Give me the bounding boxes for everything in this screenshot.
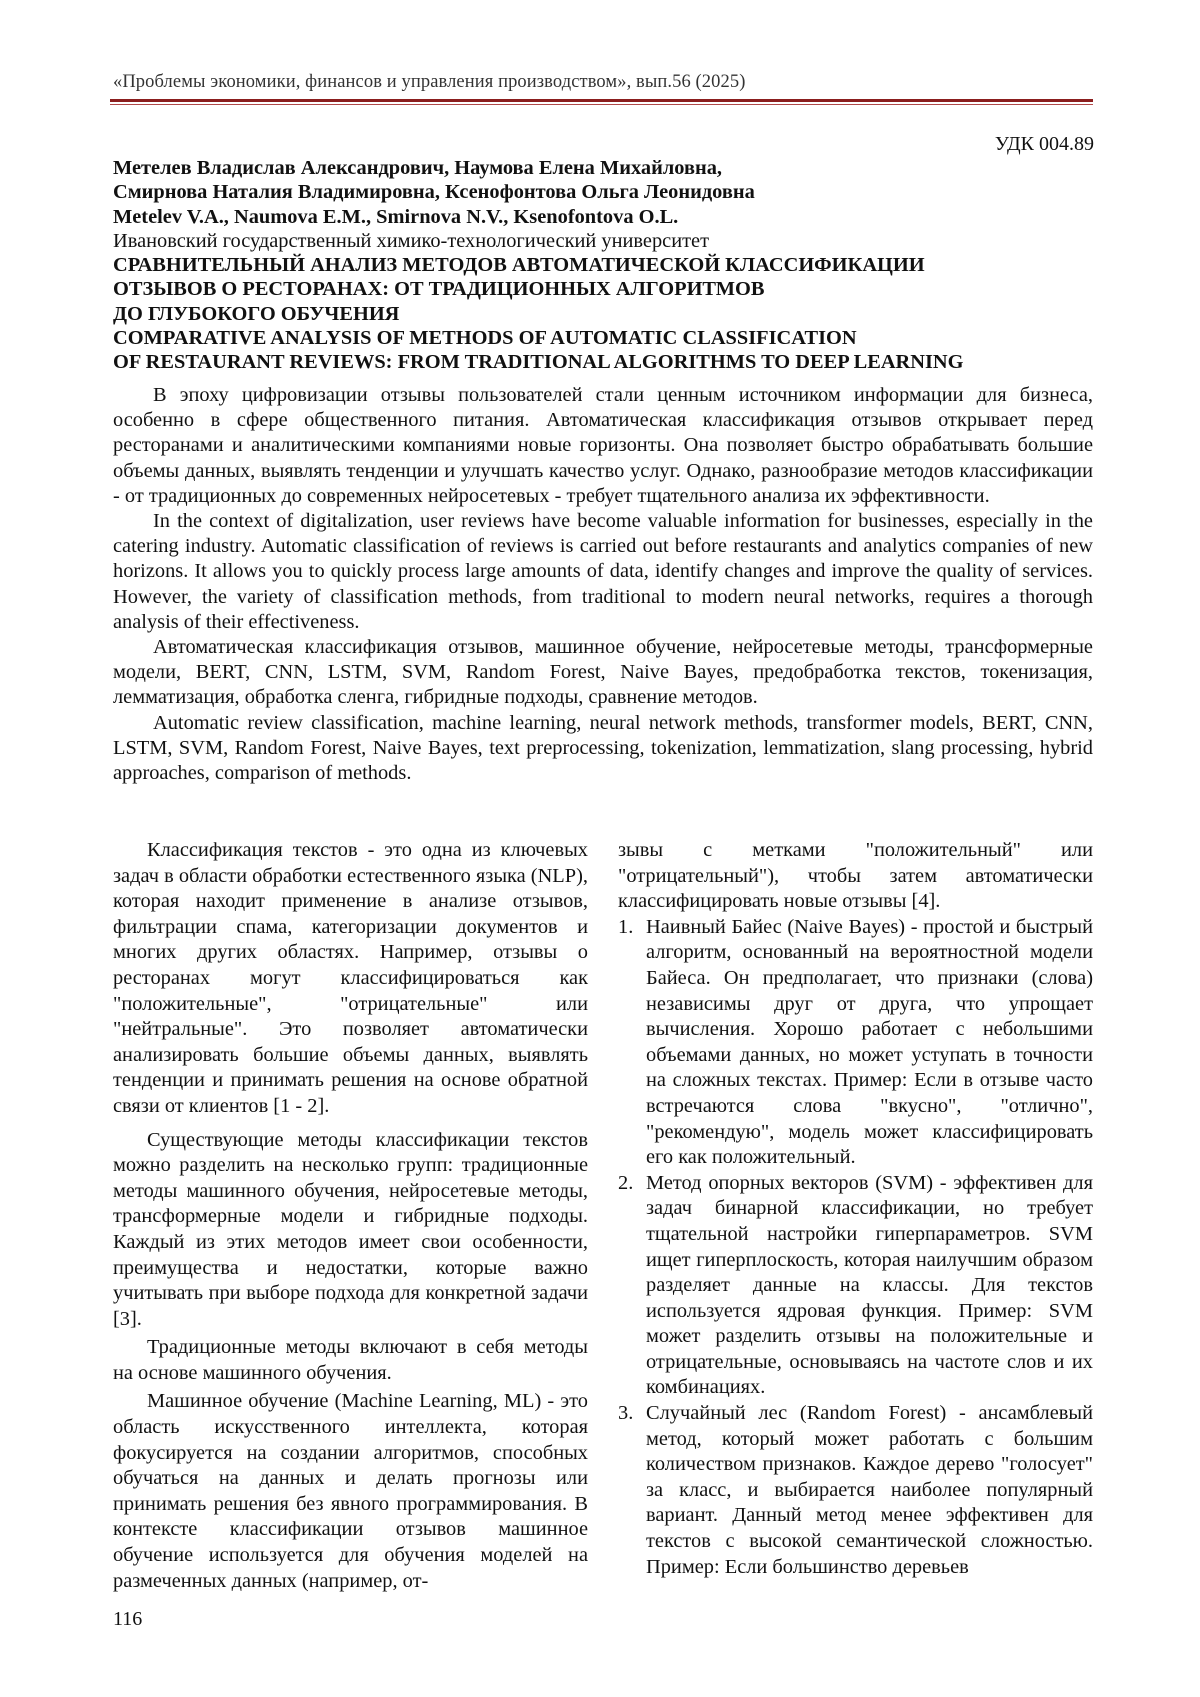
abstract-block: [113, 383, 1093, 786]
list-text: Метод опорных векторов (SVM) - эффективен для задач бинарной классификации, но требует тщательной настройки гиперпараметров. SVM ищет гиперплоскость, которая наилучшим образом разделяет данные на классы. Для текстов используется ядровая функция. Пример: SVM может разделить отзывы на положительные и отрицательные, основываясь на частоте слов и их комбинациях.: [646, 1171, 1093, 1399]
title-en-line-2: OF RESTAURANT REVIEWS: FROM TRADITIONAL ALGORITHMS TO DEEP LEARNING: [113, 351, 964, 374]
list-item: [618, 1171, 1093, 1401]
title-ru-line-1: СРАВНИТЕЛЬНЫЙ АНАЛИЗ МЕТОДОВ АВТОМАТИЧЕСКОЙ КЛАССИФИКАЦИИ: [113, 254, 925, 277]
abstract-ru: В эпоху цифровизации отзывы пользователей стали ценным источником информации для бизнеса, особенно в сфере общественного питания. Автоматическая классификация отзывов открывает перед ресторанами и аналитическими компаниями новые горизонты. Она позволяет быстро обрабатывать большие объемы данных, выявлять тенденции и улучшать качество услуг. Однако, разнообразие методов классификации - от традиционных до современных нейросетевых - требует тщательного анализа их эффективности.: [113, 384, 1093, 507]
body-paragraph: Существующие методы классификации текстов можно разделить на несколько групп: традиционные методы машинного обучения, нейросетевые методы, трансформерные модели и гибридные подходы. Каждый из этих методов имеет свои особенности, преимущества и недостатки, которые важно учитывать при выборе подхода для конкретной задачи [3].: [113, 1128, 588, 1330]
title-ru-line-3: ДО ГЛУБОКОГО ОБУЧЕНИЯ: [113, 302, 400, 325]
abstract-en: In the context of digitalization, user reviews have become valuable information for businesses, especially in the catering industry. Automatic classification of reviews is carried out before restaurants and analytics companies of new horizons. It allows you to quickly process large amounts of data, identify changes and improve the quality of services. However, the variety of classification methods, from traditional to modern neural networks, requires a thorough analysis of their effectiveness.: [113, 510, 1093, 633]
list-text: Случайный лес (Random Forest) - ансамблевый метод, который может работать с большим количеством признаков. Каждое дерево "голосует" за класс, и выбирается наиболее популярный вариант. Данный метод менее эффективен для текстов с высокой семантической сложностью. Пример: Если большинство деревьев: [646, 1402, 1093, 1578]
list-number: 3.: [618, 1402, 634, 1425]
title-ru-line-2: ОТЗЫВОВ О РЕСТОРАНАХ: ОТ ТРАДИЦИОННЫХ АЛГОРИТМОВ: [113, 278, 765, 301]
body-paragraph-continued: зывы с метками "положительный" или "отрицательный"), чтобы затем автоматически классифицировать новые отзывы [4].: [618, 839, 1093, 913]
body-column-left: [113, 838, 588, 1594]
title-en-line-1: COMPARATIVE ANALYSIS OF METHODS OF AUTOMATIC CLASSIFICATION: [113, 327, 857, 350]
page-number: 116: [113, 1608, 143, 1630]
list-number: 2.: [618, 1171, 634, 1194]
affiliation: Ивановский государственный химико-технологический университет: [113, 229, 710, 252]
article-header: [113, 156, 1093, 375]
authors-ru-line-1: Метелев Владислав Александрович, Наумова Елена Михайловна,: [113, 157, 723, 179]
body-paragraph: Традиционные методы включают в себя методы на основе машинного обучения.: [113, 1336, 588, 1384]
body-column-right: [618, 838, 1093, 1580]
body-paragraph: Машинное обучение (Machine Learning, ML) - это область искусственного интеллекта, которая фокусируется на создании алгоритмов, способных обучаться на данных и делать прогнозы или принимать решения без явного программирования. В контексте классификации отзывов машинное обучение используется для обучения моделей на размеченных данных (например, от-: [113, 1390, 588, 1592]
udk-code: УДК 004.89: [994, 133, 1094, 155]
list-text: Наивный Байес (Naive Bayes) - простой и быстрый алгоритм, основанный на вероятностной модели Байеса. Он предполагает, что признаки (слова) независимы друг от друга, что упрощает вычисления. Хорошо работает с небольшими объемами данных, но может уступать в точности на сложных текстах. Пример: Если в отзыве часто встречаются слова "вкусно", "отлично", "рекомендую", модель может классифицировать его как положительный.: [646, 915, 1093, 1169]
list-item: [618, 1401, 1093, 1580]
journal-running-head: «Проблемы экономики, финансов и управления производством», вып.56 (2025): [113, 72, 746, 92]
list-number: 1.: [618, 915, 634, 938]
keywords-ru: Автоматическая классификация отзывов, машинное обучение, нейросетевые методы, трансформерные модели, BERT, CNN, LSTM, SVM, Random Forest, Naive Bayes, предобработка текстов, токенизация, лемматизация, обработка сленга, гибридные подходы, сравнение методов.: [113, 636, 1093, 709]
header-rule: [110, 99, 1093, 102]
authors-en: Metelev V.A., Naumova E.M., Smirnova N.V., Ksenofontova O.L.: [113, 205, 679, 228]
keywords-en: Automatic review classification, machine learning, neural network methods, transformer models, BERT, CNN, LSTM, SVM, Random Forest, Naive Bayes, text preprocessing, tokenization, lemmatization, slang processing, hybrid approaches, comparison of methods.: [113, 711, 1093, 785]
header-rule-thin: [110, 104, 1093, 105]
body-paragraph: Классификация текстов - это одна из ключевых задач в области обработки естественного языка (NLP), которая находит применение в анализе отзывов, фильтрации спама, категоризации документов и многих других областях. Например, отзывы о ресторанах могут классифицироваться как "положительные", "отрицательные" или "нейтральные". Это позволяет автоматически анализировать большие объемы данных, выявлять тенденции и принимать решения на основе обратной связи от клиентов [1 - 2].: [113, 839, 588, 1117]
list-item: [618, 915, 1093, 1171]
authors-ru-line-2: Смирнова Наталия Владимировна, Ксенофонтова Ольга Леонидовна: [113, 181, 755, 204]
